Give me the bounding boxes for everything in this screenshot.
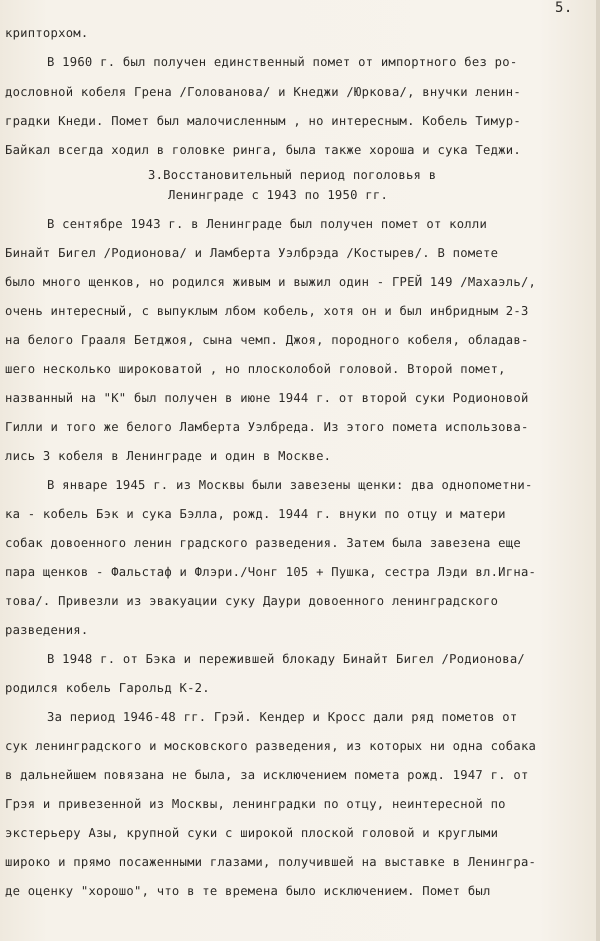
text-line: Грэя и привезенной из Москвы, ленинградки по отцу, неинтересной по: [5, 797, 506, 811]
text-line: В 1948 г. от Бэка и пережившей блокаду Бинайт Бигел /Родионова/: [47, 652, 526, 666]
text-line: лись 3 кобеля в Ленинграде и один в Москве.: [5, 449, 332, 463]
text-line: названный на "К" был получен в июне 1944 г. от второй суки Родионовой: [5, 391, 529, 405]
text-line: градки Кнеди. Помет был малочисленным , но интересным. Кобель Тимур-: [5, 114, 521, 128]
text-line: широко и прямо посаженными глазами, получившей на выставке в Ленингра-: [5, 855, 537, 869]
text-line: собак довоенного ленин градского разведения. Затем была завезена еще: [5, 536, 521, 550]
text-line: Байкал всегда ходил в головке ринга, была также хороша и сука Теджи.: [5, 143, 521, 157]
text-line: экстерьеру Азы, крупной суки с широкой плоской головой и круглыми: [5, 826, 499, 840]
text-line: ка - кобель Бэк и сука Бэлла, рожд. 1944 г. внуки по отцу и матери: [5, 507, 506, 521]
text-line: родился кобель Гарольд К-2.: [5, 681, 210, 695]
text-line: В сентябре 1943 г. в Ленинграде был получен помет от колли: [47, 217, 488, 231]
text-line: пара щенков - Фальстаф и Флэри./Чонг 105 + Пушка, сестра Лэди вл.Игна-: [5, 565, 537, 579]
text-line: в дальнейшем повязана не была, за исключением помета рожд. 1947 г. от: [5, 768, 529, 782]
text-line: Ленинграде с 1943 по 1950 гг.: [168, 188, 389, 202]
text-line: очень интересный, с выпуклым лбом кобель, хотя он и был инбридным 2-3: [5, 304, 529, 318]
text-line: шего несколько широковатой , но плосколобой головой. Второй помет,: [5, 362, 506, 376]
text-line: на белого Грааля Бетджоя, сына чемп. Джоя, породного кобеля, обладав-: [5, 333, 529, 347]
text-line: крипторхом.: [5, 26, 89, 40]
text-line: Гилли и того же белого Ламберта Уэлбреда. Из этого помета использова-: [5, 420, 529, 434]
text-line: За период 1946-48 гг. Грэй. Кендер и Кросс дали ряд пометов от: [47, 710, 518, 724]
text-line: было много щенков, но родился живым и выжил один - ГРЕЙ 149 /Махаэль/,: [5, 275, 537, 289]
text-line: В январе 1945 г. из Москвы были завезены щенки: два однопометни-: [47, 478, 533, 492]
text-line: разведения.: [5, 623, 89, 637]
text-line: В 1960 г. был получен единственный помет от импортного без ро-: [47, 55, 518, 69]
text-line: това/. Привезли из эвакуации суку Даури довоенного ленинградского: [5, 594, 499, 608]
text-line: де оценку "хорошо", что в те времена было исключением. Помет был: [5, 884, 491, 898]
text-line: сук ленинградского и московского разведения, из которых ни одна собака: [5, 739, 537, 753]
page-number: 5.: [555, 0, 573, 16]
text-line: 3.Восстановительный период поголовья в: [148, 168, 437, 182]
text-line: дословной кобеля Грена /Голованова/ и Кнеджи /Юркова/, внучки ленин-: [5, 85, 521, 99]
text-line: Бинайт Бигел /Родионова/ и Ламберта Уэлбрэда /Костырев/. В помете: [5, 246, 499, 260]
